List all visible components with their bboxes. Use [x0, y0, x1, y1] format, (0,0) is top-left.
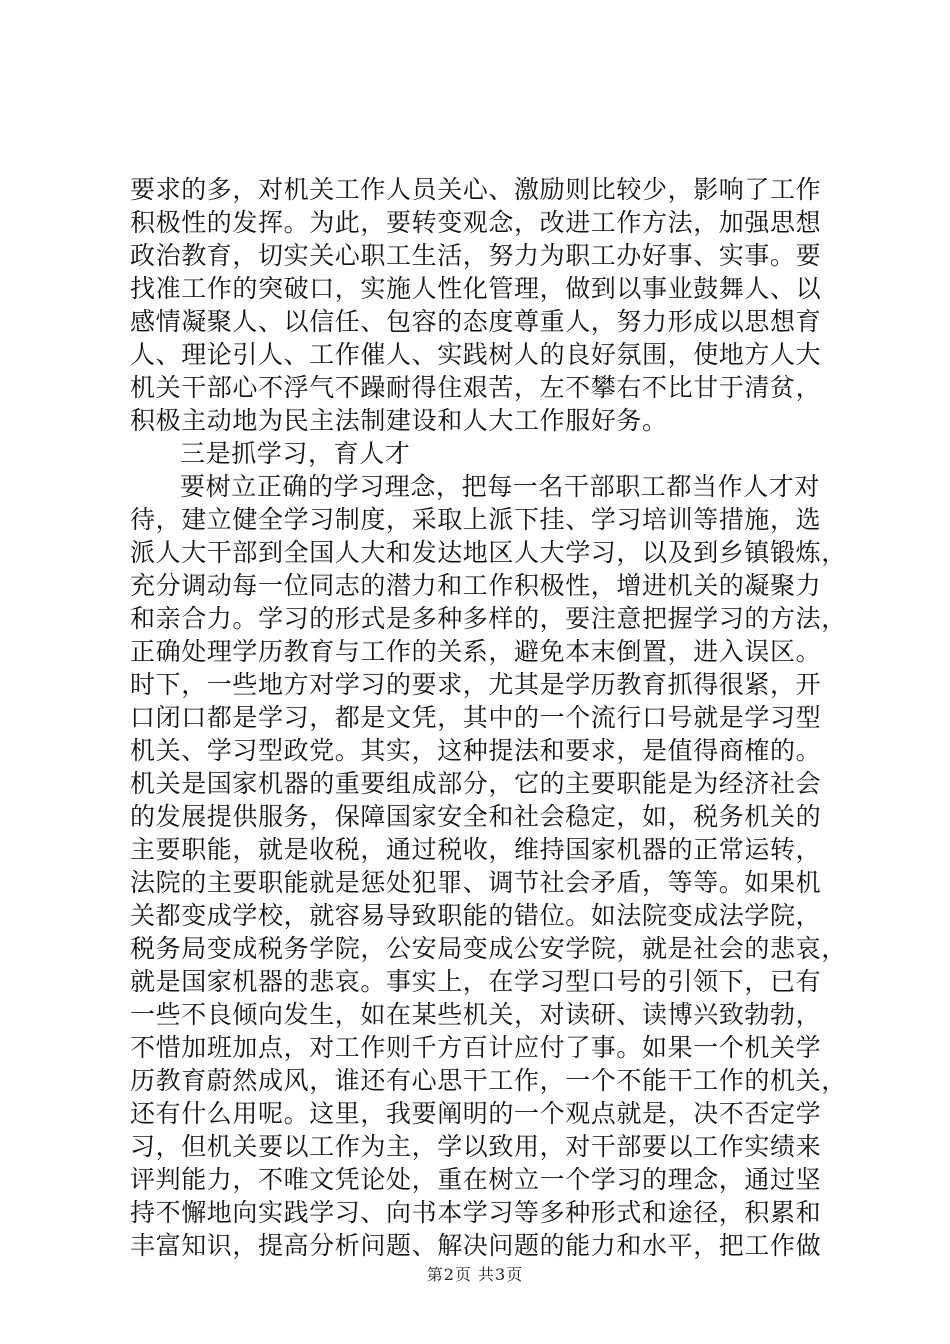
paragraph-line: 就是国家机器的悲哀。事实上，在学习型口号的引领下，已有 [130, 967, 822, 996]
paragraph-line: 找准工作的突破口，实施人性化管理，做到以事业鼓舞人、以 [130, 274, 822, 303]
paragraph-line: 时下，一些地方对学习的要求，尤其是学历教育抓得很紧，开 [130, 670, 822, 699]
paragraph-line: 持不懈地向实践学习、向书本学习等多种形式和途径，积累和 [130, 1198, 822, 1227]
paragraph-line: 的发展提供服务，保障国家安全和社会稳定，如，税务机关的 [130, 802, 822, 831]
paragraph-line: 积极性的发挥。为此，要转变观念，改进工作方法，加强思想 [130, 208, 822, 237]
paragraph-line: 关都变成学校，就容易导致职能的错位。如法院变成法学院， [130, 901, 822, 930]
document-body [130, 173, 847, 1262]
paragraph-line: 感情凝聚人、以信任、包容的态度尊重人，努力形成以思想育 [130, 307, 822, 336]
paragraph-line: 机关干部心不浮气不躁耐得住艰苦，左不攀右不比甘于清贫， [130, 373, 822, 402]
paragraph-line: 派人大干部到全国人大和发达地区人大学习，以及到乡镇锻炼， [130, 538, 847, 567]
paragraph-line: 政治教育，切实关心职工生活，努力为职工办好事、实事。要 [130, 241, 822, 270]
paragraph-line: 正确处理学历教育与工作的关系，避免本末倒置，进入误区。 [130, 637, 822, 666]
paragraph-line: 评判能力，不唯文凭论处，重在树立一个学习的理念，通过坚 [130, 1165, 822, 1194]
paragraph-line: 和亲合力。学习的形式是多种多样的，要注意把握学习的方法， [130, 604, 847, 633]
paragraph-line: 习，但机关要以工作为主，学以致用，对干部要以工作实绩来 [130, 1132, 822, 1161]
paragraph-line: 机关是国家机器的重要组成部分，它的主要职能是为经济社会 [130, 769, 822, 798]
paragraph-line: 人、理论引人、工作催人、实践树人的良好氛围，使地方人大 [130, 340, 822, 369]
paragraph-line: 一些不良倾向发生，如在某些机关，对读研、读博兴致勃勃， [130, 1000, 822, 1029]
paragraph-line: 还有什么用呢。这里，我要阐明的一个观点就是，决不否定学 [130, 1099, 822, 1128]
paragraph-line: 待，建立健全学习制度，采取上派下挂、学习培训等措施，选 [130, 505, 822, 534]
paragraph-line: 丰富知识，提高分析问题、解决问题的能力和水平，把工作做 [130, 1231, 822, 1260]
paragraph-line: 不惜加班加点，对工作则千方百计应付了事。如果一个机关学 [130, 1033, 822, 1062]
paragraph-line: 历教育蔚然成风，谁还有心思干工作，一个不能干工作的机关， [130, 1066, 847, 1095]
paragraph-line: 机关、学习型政党。其实，这种提法和要求，是值得商榷的。 [130, 736, 822, 765]
page-number-footer: 第2页 共3页 [426, 1265, 524, 1284]
paragraph-line: 主要职能，就是收税，通过税收，维持国家机器的正常运转， [130, 835, 822, 864]
section-heading: 三是抓学习，育人才 [180, 439, 411, 468]
paragraph-line: 法院的主要职能就是惩处犯罪、调节社会矛盾，等等。如果机 [130, 868, 822, 897]
paragraph-line: 税务局变成税务学院，公安局变成公安学院，就是社会的悲哀， [130, 934, 847, 963]
paragraph-line: 充分调动每一位同志的潜力和工作积极性，增进机关的凝聚力 [130, 571, 822, 600]
paragraph-line: 积极主动地为民主法制建设和人大工作服好务。 [130, 406, 668, 435]
paragraph-line: 要树立正确的学习理念，把每一名干部职工都当作人才对 [180, 472, 821, 501]
paragraph-line: 口闭口都是学习，都是文凭，其中的一个流行口号就是学习型 [130, 703, 822, 732]
paragraph-line: 要求的多，对机关工作人员关心、激励则比较少，影响了工作 [130, 175, 822, 204]
